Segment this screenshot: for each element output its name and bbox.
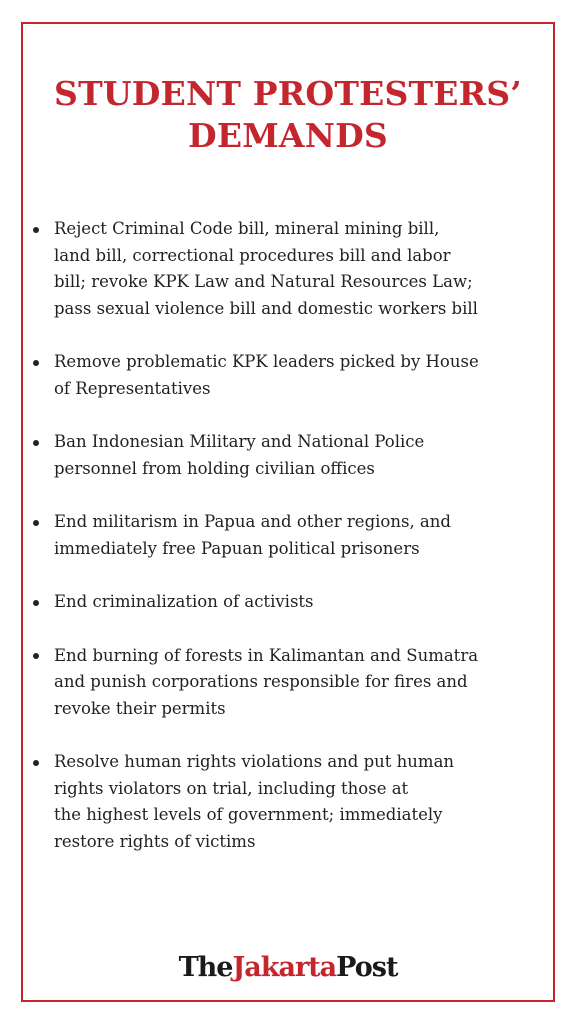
- demand-text-line: of Representatives: [54, 378, 211, 398]
- demand-item: [33, 429, 548, 482]
- demand-text-line: End burning of forests in Kalimantan and Sumatra: [54, 645, 479, 665]
- demand-text-line: bill; revoke KPK Law and Natural Resources Law;: [54, 272, 473, 291]
- demand-text-line: the highest levels of government; immediately: [54, 805, 443, 824]
- demand-text-line: Resolve human rights violations and put human: [54, 752, 455, 771]
- demand-text-line: and punish corporations responsible for fires and: [54, 672, 468, 691]
- demands-list: [33, 216, 548, 882]
- bullet-icon: [33, 600, 39, 606]
- demand-text-line: End criminalization of activists: [54, 592, 314, 611]
- demand-text-line: Reject Criminal Code bill, mineral mining bill,: [54, 219, 440, 238]
- demand-text-line: immediately free Papuan political prisoners: [54, 538, 420, 558]
- bullet-icon: [33, 440, 39, 446]
- bullet-icon: [33, 760, 39, 766]
- demand-item: [33, 509, 548, 562]
- demand-text-line: pass sexual violence bill and domestic workers bill: [54, 298, 478, 318]
- demand-item: [33, 349, 548, 402]
- demand-item: [33, 643, 548, 723]
- bullet-icon: [33, 520, 39, 526]
- title-line-2: DEMANDS: [188, 116, 388, 155]
- logo-jakarta: Jakarta: [232, 952, 337, 983]
- bullet-icon: [33, 360, 39, 366]
- page-title: [23, 73, 553, 157]
- demand-item: [33, 216, 548, 322]
- demand-text-line: End militarism in Papua and other regions, and: [54, 512, 451, 531]
- demand-text-line: Ban Indonesian Military and National Police: [54, 432, 425, 451]
- bullet-icon: [33, 227, 39, 233]
- logo-post: Post: [336, 952, 398, 983]
- infographic-frame: [21, 22, 555, 1002]
- demand-item: [33, 589, 548, 616]
- demand-text-line: restore rights of victims: [54, 831, 256, 851]
- demand-text-line: personnel from holding civilian offices: [54, 458, 375, 478]
- bullet-icon: [33, 653, 39, 659]
- demand-text-line: land bill, correctional procedures bill and labor: [54, 245, 451, 265]
- demand-item: [33, 749, 548, 855]
- demand-text-line: rights violators on trial, including those at: [54, 778, 409, 798]
- jakarta-post-logo: [23, 952, 553, 983]
- logo-the: The: [178, 952, 233, 983]
- demand-text-line: revoke their permits: [54, 698, 226, 718]
- title-line-1: STUDENT PROTESTERS’: [54, 74, 522, 113]
- demand-text-line: Remove problematic KPK leaders picked by House: [54, 352, 479, 371]
